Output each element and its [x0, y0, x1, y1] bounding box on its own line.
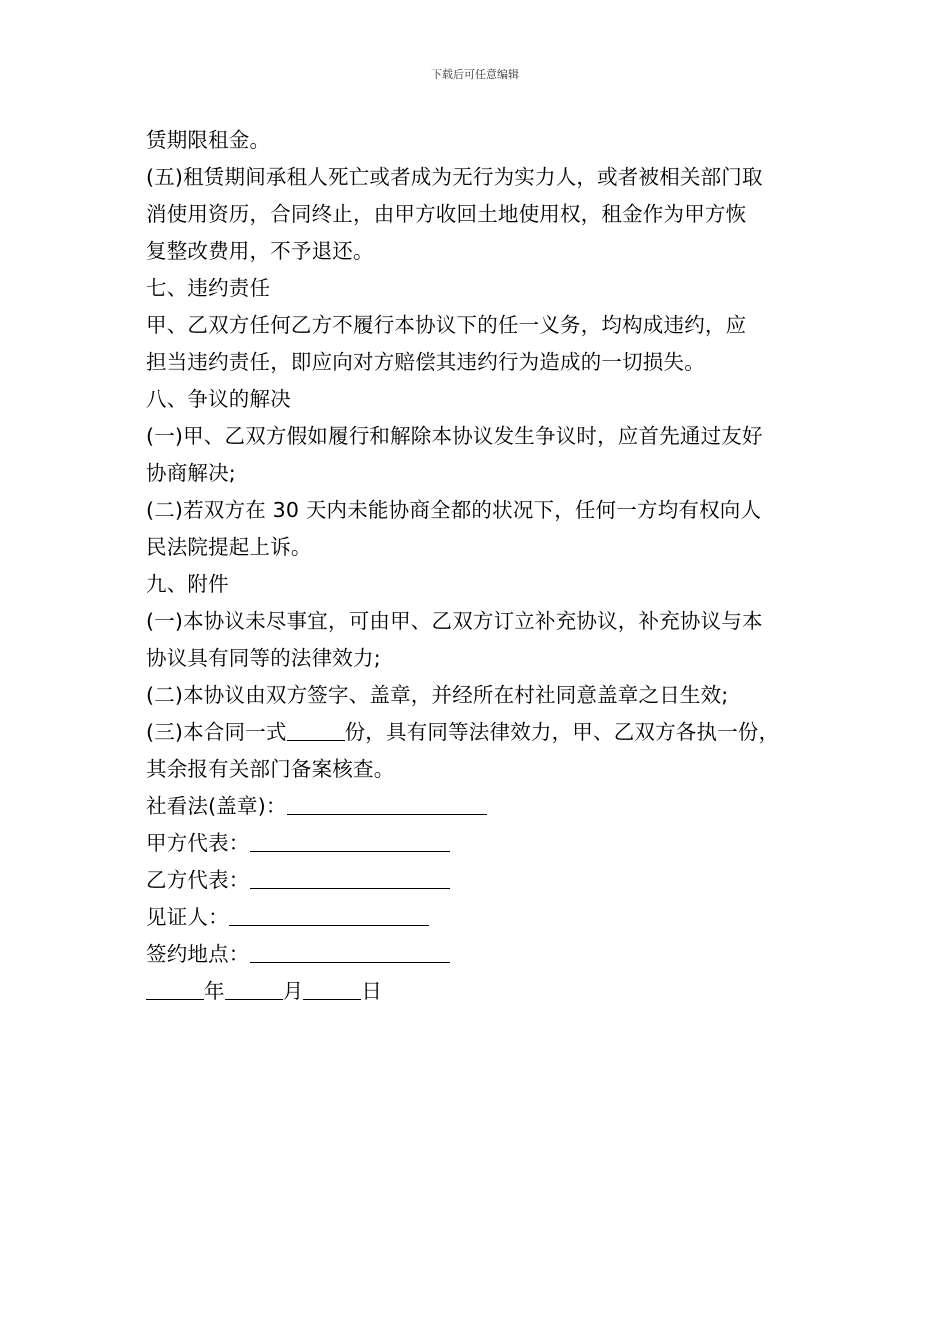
day-label: 日 — [361, 979, 383, 1003]
signature-village — [146, 788, 836, 825]
page-header: 下载后可任意编辑 — [431, 68, 519, 81]
signature-label: 甲方代表： — [146, 831, 250, 855]
signature-blank[interactable] — [287, 794, 487, 815]
signature-party-b — [146, 862, 836, 899]
paragraph-line: 其余报有关部门备案核查。 — [146, 757, 395, 781]
signature-blank[interactable] — [250, 868, 450, 889]
signature-label: 签约地点： — [146, 942, 250, 966]
paragraph-line: 甲、乙双方任何乙方不履行本协议下的任一义务，均构成违约，应 — [146, 313, 747, 337]
paragraph-line: (一)本协议未尽事宜，可由甲、乙双方订立补充协议，补充协议与本 — [146, 609, 763, 633]
signature-label: 见证人： — [146, 905, 229, 929]
signature-date — [146, 973, 836, 1010]
signature-place — [146, 936, 836, 973]
signature-party-a — [146, 825, 836, 862]
section-heading-7: 七、违约责任 — [146, 276, 271, 300]
paragraph-line: (二)本协议由双方签字、盖章，并经所在村社同意盖章之日生效; — [146, 683, 729, 707]
copies-label: (三)本合同一式 — [146, 720, 287, 744]
section-heading-9: 九、附件 — [146, 572, 229, 596]
signature-blank[interactable] — [229, 905, 429, 926]
copies-blank[interactable] — [287, 720, 345, 741]
signature-label: 社看法(盖章)： — [146, 794, 287, 818]
paragraph-line: (二)若双方在 30 天内未能协商全都的状况下，任何一方均有权向人 — [146, 498, 762, 522]
copies-text: 份，具有同等法律效力，甲、乙双方各执一份， — [344, 720, 780, 744]
paragraph-line: 民法院提起上诉。 — [146, 535, 312, 559]
paragraph-line — [146, 714, 836, 751]
paragraph-line: 消使用资历，合同终止，由甲方收回土地使用权，租金作为甲方恢 — [146, 202, 747, 226]
signature-witness — [146, 899, 836, 936]
signature-label: 乙方代表： — [146, 868, 250, 892]
paragraph-line: 赁期限租金。 — [146, 128, 271, 152]
month-blank[interactable] — [225, 979, 283, 1000]
year-blank[interactable] — [146, 979, 204, 1000]
signature-blank[interactable] — [250, 942, 450, 963]
paragraph-line: 协议具有同等的法律效力; — [146, 646, 381, 670]
signature-blank[interactable] — [250, 831, 450, 852]
paragraph-line: 复整改费用，不予退还。 — [146, 239, 374, 263]
month-label: 月 — [282, 979, 304, 1003]
paragraph-line: (五)租赁期间承租人死亡或者成为无行为实力人，或者被相关部门取 — [146, 165, 763, 189]
day-blank[interactable] — [303, 979, 361, 1000]
section-heading-8: 八、争议的解决 — [146, 387, 291, 411]
paragraph-line: 担当违约责任，即应向对方赔偿其违约行为造成的一切损失。 — [146, 350, 705, 374]
document-body — [146, 122, 836, 1010]
paragraph-line: (一)甲、乙双方假如履行和解除本协议发生争议时，应首先通过友好 — [146, 424, 763, 448]
year-label: 年 — [204, 979, 225, 1003]
paragraph-line: 协商解决; — [146, 461, 236, 485]
